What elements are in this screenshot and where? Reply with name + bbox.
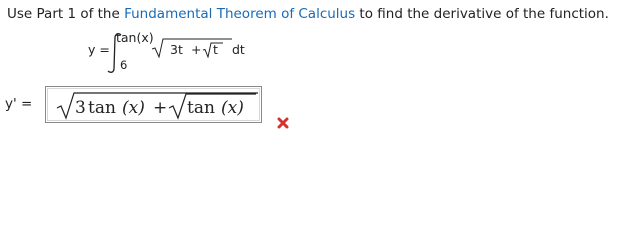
answer-arg-right: (x) bbox=[221, 98, 244, 118]
answer-arg-left: (x) bbox=[122, 98, 145, 118]
answer-input[interactable] bbox=[45, 86, 262, 123]
ftc-link[interactable]: Fundamental Theorem of Calculus bbox=[124, 6, 356, 22]
dt: dt bbox=[232, 42, 245, 57]
y-equals: y = bbox=[88, 42, 110, 57]
lower-limit: 6 bbox=[120, 58, 128, 72]
answer-label: y' = bbox=[5, 96, 33, 112]
integrand-plus: + bbox=[191, 42, 202, 57]
answer-tan-right: tan bbox=[187, 98, 215, 118]
integrand-3t: 3t bbox=[170, 42, 183, 57]
integrand-t: t bbox=[213, 42, 218, 57]
answer-plus: + bbox=[153, 98, 168, 118]
problem-expression bbox=[0, 28, 620, 78]
question-prefix: Use Part 1 of the bbox=[7, 6, 125, 22]
answer-coefficient: 3 bbox=[75, 98, 86, 118]
question-suffix: to find the derivative of the function. bbox=[355, 6, 609, 22]
answer-tan-left: tan bbox=[88, 98, 116, 118]
upper-limit: tan(x) bbox=[116, 30, 154, 45]
question-text bbox=[7, 6, 609, 22]
x-mark-icon bbox=[277, 117, 289, 129]
answer-expression bbox=[46, 87, 263, 124]
